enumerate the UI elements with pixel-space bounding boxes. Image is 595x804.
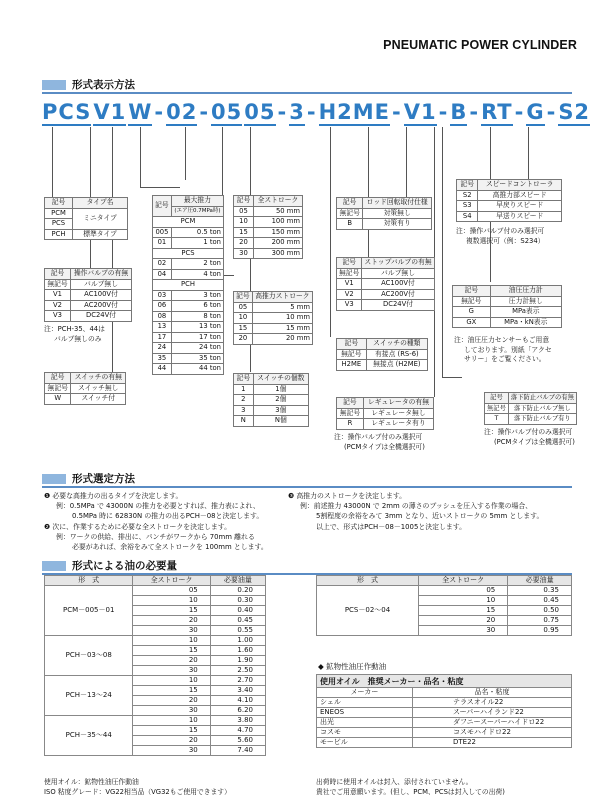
thrust-table: 記号 最大推力 (エア圧0.7MPa時) PCM 005 0.5 ton 01 1 ton PCS 02 2 ton 04 4 ton PCH 03 3 ton 06 6 ton 08 8 ton 13 13 ton 17 17 ton 24 24 ton 35 35 ton 44 44 ton <box>152 195 224 375</box>
model-code-part: PCS <box>42 100 92 124</box>
oil-row: 15 1.60 <box>45 646 266 656</box>
oil-row: 30 2.50 <box>45 666 266 676</box>
selection-left: ❶ 必要な高推力の出るタイプを決定します。 例：0.5MPa で 43000N の推力を必要とすれば、推力表によれ、 0.5MPa 時に 62830N の推力の出るPCH－08と決定します。 ❷ 次に、作業するために必要な全ストロークを決定します。 例：ワークの供給、排出に、パンチがワークから 70mm 離れる 必要があれば、余裕をみて全ストロークを 100mm とします。 <box>44 492 268 552</box>
model-code-part: - <box>154 100 165 124</box>
model-code-part: B <box>450 100 468 124</box>
model-code-part: S2 <box>558 100 591 124</box>
hp-stroke-table: 記号 高推力ストローク 05 5 mm 10 10 mm 15 15 mm 20 20 mm <box>233 291 313 345</box>
gauge-note: 注：油圧圧力センサーもご用意 しております。別紙「アクセ サリー」をご覧ください。 <box>454 336 552 363</box>
thrust-group: PCH <box>153 280 224 291</box>
footer-left: 使用オイル：鉱物性油圧作動油 ISO 粘度グレード：VG22相当品（VG32もご使用できます） <box>44 778 231 796</box>
model-code-part: 3 <box>289 100 305 124</box>
model-code-part: H2ME <box>318 100 391 124</box>
oil-row: 15 4.70 <box>45 726 266 736</box>
model-code-part: - <box>469 100 480 124</box>
model-code-part: - <box>392 100 402 124</box>
footer-right: 出荷時に使用オイルは封入、添付されていません。 貴社でご用意願います。(但し、PCM、PCSは封入しての出荷) <box>316 778 505 796</box>
selection-right: ❸ 高推力のストロークを決定します。 例：前述推力 43000N で 2mm の薄さのブッシュを圧入する作業の場合、 5割程度の余裕をみて 3mm となり、近いストロークの 5mm とします。 以上で、形式はPCH－08－1005と決定します。 <box>288 492 544 531</box>
oil-row: PCH－03～08 10 1.00 <box>45 636 266 646</box>
stroke-table: 記号 全ストローク 05 50 mm 10 100 mm 15 150 mm 20 200 mm 30 300 mm <box>233 195 303 259</box>
section-selection-heading: 形式選定方法 <box>42 472 572 488</box>
model-code-part: - <box>438 100 449 124</box>
oil-row: 15 3.40 <box>45 686 266 696</box>
regulator-table: 記号 レギュレータの有無 無記号 レギュレータ無し R レギュレータ有り <box>336 397 434 430</box>
stop-valve-table: 記号 ストップバルブの有無 無記号 バルブ無し V1 AC100V付 V2 AC200V付 V3 DC24V付 <box>336 257 435 311</box>
oil-row: 15 0.40 <box>45 606 266 616</box>
model-code-part: - <box>514 100 525 124</box>
model-code-part: - <box>199 100 210 124</box>
mineral-heading: ◆ 鉱物性油圧作動油 <box>318 662 387 671</box>
model-code-part: 05 <box>211 100 243 124</box>
oil-row: 20 5.60 <box>45 736 266 746</box>
oil-row: PCH－13～24 10 2.70 <box>45 676 266 686</box>
speed-note: 注：操作バルブ付のみ選択可 複数選択可（例：S234） <box>456 227 545 245</box>
model-code-part: - <box>546 100 557 124</box>
thrust-group: PCS <box>153 248 224 259</box>
oil-row: PCH－35～44 10 3.80 <box>45 716 266 726</box>
drop-note: 注：操作バルブ付のみ選択可 (PCMタイプは全機選択可) <box>484 428 575 446</box>
thrust-group: PCM <box>153 217 224 228</box>
model-code-part: G <box>526 100 545 124</box>
oil-table-left: 形 式 全ストローク 必要油量 PCM－005－01 05 0.20 10 0.30 15 0.40 20 0.45 30 0.55 PCH－03～08 10 1.00 15 1.60 20 1.90 30 2.50 PCH－13～24 10 2.70 15 3.40 20 4.10 30 6.20 PCH－35～44 10 3.80 15 4.70 20 5.60 30 7.40 <box>44 575 266 756</box>
mineral-table: 使用オイル 推奨メーカー・品名・粘度 メーカー 品名・粘度 シェル テラスオイル22 ENEOS スーパーハイランド22 出光 ダフニースーパーハイドロ22 コスモ コスモハイドロ22 モービル DTE22 <box>316 674 572 748</box>
oil-row: 20 0.45 <box>45 616 266 626</box>
switch-table: 記号 スイッチの有無 無記号 スイッチ無し W スイッチ付 <box>44 372 126 405</box>
oil-row: 10 0.45 <box>317 596 572 606</box>
model-code <box>42 100 592 126</box>
regulator-note: 注：操作バルブ付のみ選択可 (PCMタイプは全機選択可) <box>334 433 425 451</box>
model-code-part: 02 <box>166 100 198 124</box>
model-code-part: V1 <box>403 100 437 124</box>
model-code-part: W <box>128 100 153 124</box>
gauge-table: 記号 油圧圧力計 無記号 圧力計無し G MPa表示 GX MPa・kN表示 <box>452 285 562 328</box>
drop-valve-table: 記号 落下防止バルブの有無 無記号 落下防止バルブ無し T 落下防止バルブ有り <box>484 392 577 425</box>
section-model-code-heading: 形式表示方法 <box>42 78 572 94</box>
section-oil-heading: 形式による油の必要量 <box>42 559 572 575</box>
oil-row: PCM－005－01 05 0.20 <box>45 586 266 596</box>
oil-row: PCS－02～04 05 0.35 <box>317 586 572 596</box>
switch-count-table: 記号 スイッチの個数 1 1個 2 2個 3 3個 N N個 <box>233 373 309 427</box>
oil-row: 15 0.50 <box>317 606 572 616</box>
page-title: PNEUMATIC POWER CYLINDER <box>383 38 577 52</box>
oil-row: 30 6.20 <box>45 706 266 716</box>
oil-row: 20 0.75 <box>317 616 572 626</box>
oil-row: 30 0.55 <box>45 626 266 636</box>
switch-kind-table: 記号 スイッチの種類 無記号 有接点 (RS-6) H2ME 無接点 (H2ME) <box>336 338 428 371</box>
model-code-part: - <box>277 100 288 124</box>
model-code-part: - <box>306 100 317 124</box>
oil-row: 20 1.90 <box>45 656 266 666</box>
model-code-part: RT <box>481 100 513 124</box>
oil-row: 30 0.95 <box>317 626 572 636</box>
oil-row: 10 0.30 <box>45 596 266 606</box>
type-table: 記号 タイプ名 PCM ミニタイプ PCS PCH 標準タイプ <box>44 197 128 240</box>
rod-table: 記号 ロッド回転取付仕様 無記号 対策無し B 対策有り <box>336 197 432 230</box>
model-code-part: V1 <box>93 100 127 124</box>
valve-table: 記号 操作バルブの有無 無記号 バルブ無し V1 AC100V付 V2 AC200V付 V3 DC24V付 <box>44 268 132 322</box>
oil-table-right: 形 式 全ストローク 必要油量 PCS－02～04 05 0.35 10 0.45 15 0.50 20 0.75 30 0.95 <box>316 575 572 636</box>
valve-note: 注：PCH-35、44は バルブ無しのみ <box>44 325 105 343</box>
speed-table: 記号 スピードコントローラ S2 高推力部スピード S3 早戻りスピード S4 早送りスピード <box>456 179 562 222</box>
model-code-part: 05 <box>244 100 276 124</box>
oil-row: 30 7.40 <box>45 746 266 756</box>
oil-row: 20 4.10 <box>45 696 266 706</box>
